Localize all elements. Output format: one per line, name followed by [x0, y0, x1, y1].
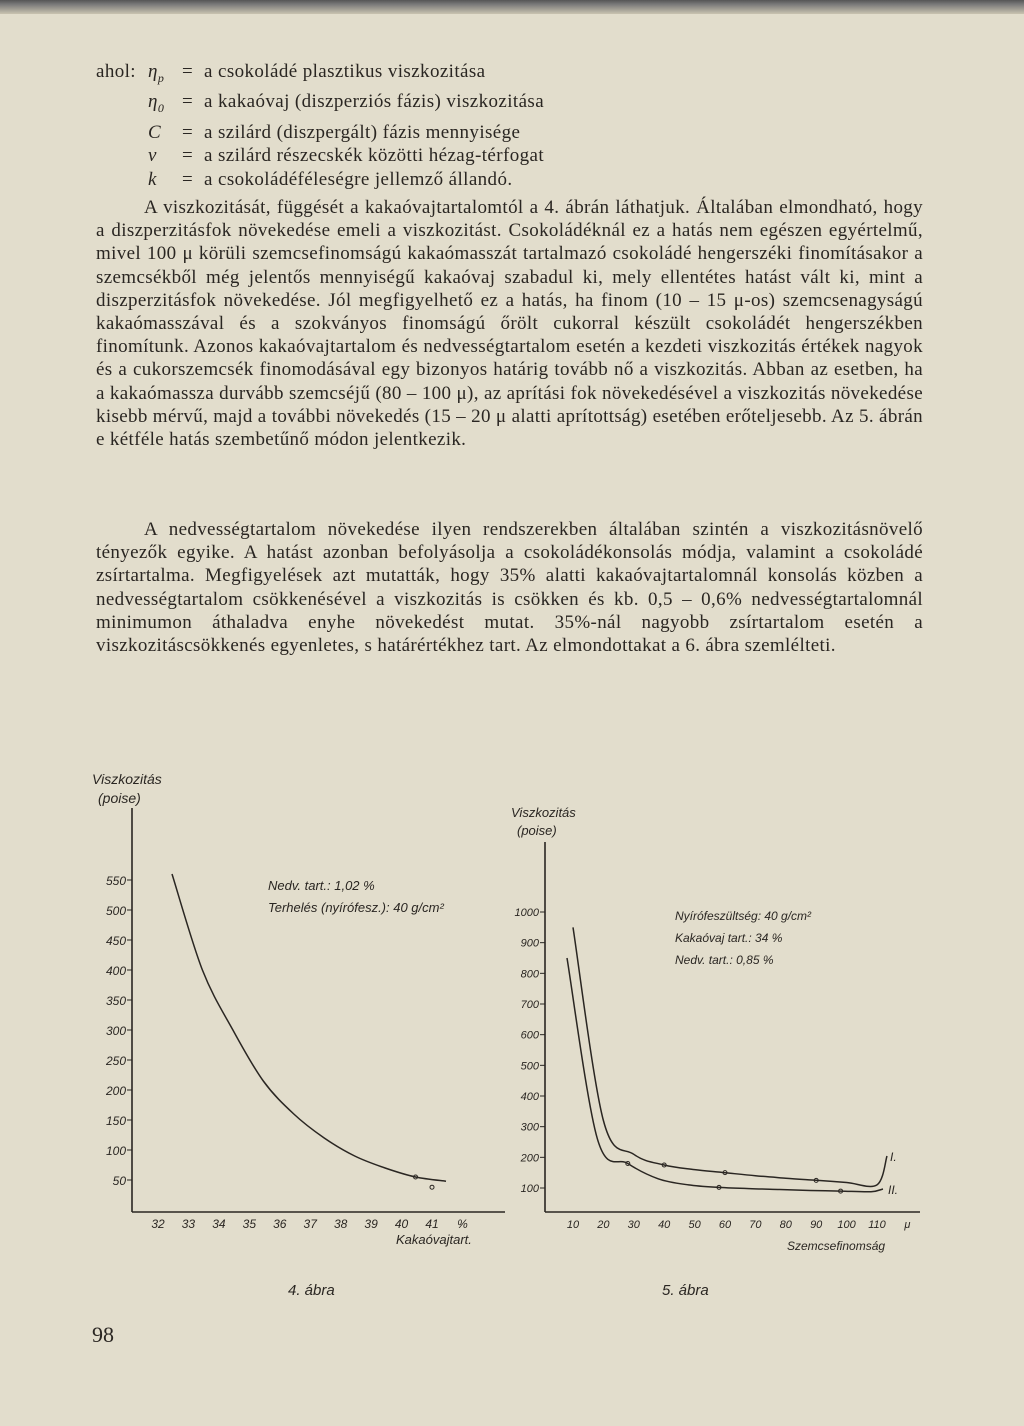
- page-top-edge: [0, 0, 1024, 14]
- fig4-y-tick-label: 450: [105, 934, 126, 948]
- fig5-y-tick-label: 300: [520, 1121, 539, 1134]
- page-number: 98: [92, 1322, 114, 1347]
- fig4-y-tick-label: 300: [105, 1024, 126, 1038]
- fig5-series-I-label: I.: [890, 1150, 897, 1164]
- fig4-xlabel: Kakaóvajtart.: [396, 1232, 472, 1247]
- figure-4-chart: [80, 762, 520, 1262]
- fig4-note-2: Terhelés (nyírófesz.): 40 g/cm²: [268, 900, 444, 915]
- fig5-x-tick-label: 40: [658, 1219, 671, 1231]
- fig5-y-tick-label: 600: [520, 1029, 539, 1042]
- fig5-x-tick-label: 30: [627, 1219, 640, 1231]
- fig4-y-tick-label: 350: [105, 994, 126, 1008]
- definition-row: $\eta_0$ = a kakaóvaj (diszperziós fázis) viszkozitása: [96, 90, 544, 120]
- fig5-x-tick-label: 50: [688, 1219, 701, 1231]
- fig5-x-tick-label: 70: [749, 1219, 762, 1231]
- fig4-y-tick-label: 100: [105, 1144, 126, 1158]
- fig4-x-tick-label: 35: [242, 1217, 257, 1231]
- figure-5-caption: 5. ábra: [662, 1282, 709, 1299]
- fig4-note-1: Nedv. tart.: 1,02 %: [268, 878, 375, 893]
- definition-row: ahol: $\eta_p$ = a csokoládé plasztikus viszkozitása: [96, 60, 544, 90]
- fig4-x-tick-label: 38: [333, 1217, 348, 1231]
- fig4-x-tick-label: 34: [212, 1217, 226, 1231]
- fig5-note-2: Kakaóvaj tart.: 34 %: [675, 931, 783, 945]
- fig5-y-tick-label: 200: [520, 1152, 539, 1165]
- fig5-x-tick-label: 100: [837, 1219, 856, 1231]
- fig5-y-tick-label: 900: [520, 937, 539, 950]
- fig5-x-tick-label: 80: [779, 1219, 792, 1231]
- definition-row: C = a szilárd (diszpergált) fázis mennyisége: [148, 121, 521, 143]
- paragraph-moisture: A nedvességtartalom növekedése ilyen rendszerekben általában szintén a viszkozitásnövelő tényezők egyike. A hatást azonban befolyásolja a csokoládékonsolás módja, valamint a csokoládé zsírtartalma. Megfigyelések azt mutatták, hogy 35% alatti kakaóvajtartalomnál konsolás közben a nedvességtartalom csökkenésével a viszkozitás is csökken és kb. 0,5 – 0,6% nedvességtartalomnál minimumon áthaladva enyhe növekedést mutat. 35%-nál nagyobb zsírtartalom esetén a viszkozitáscsökkenés egyenletes, s határértékhez tart. Az elmondottakat a 6. ábra szemlélteti.: [96, 519, 923, 657]
- definition-row: v = a szilárd részecskék közötti hézag-térfogat: [148, 145, 545, 167]
- fig4-y-tick-label: 400: [105, 964, 126, 978]
- fig4-x-tick-label: 32: [151, 1217, 165, 1231]
- fig5-y-tick-label: 700: [520, 999, 539, 1011]
- figure-4-caption: 4. ábra: [288, 1282, 335, 1299]
- fig4-x-tick-label: %: [457, 1217, 468, 1231]
- fig5-x-tick-label: 10: [566, 1219, 580, 1231]
- fig4-x-tick-label: 33: [181, 1217, 196, 1231]
- fig5-y-tick-label: 100: [520, 1183, 539, 1195]
- fig4-x-tick-label: 40: [394, 1217, 409, 1231]
- fig5-x-tick-label: 60: [718, 1219, 732, 1231]
- fig5-y-tick-label: 500: [520, 1060, 539, 1073]
- fig4-y-tick-label: 150: [105, 1114, 126, 1128]
- fig5-note-1: Nyírófeszültség: 40 g/cm²: [675, 909, 812, 923]
- fig4-x-tick-label: 39: [364, 1217, 378, 1231]
- fig5-ylabel-2: (poise): [517, 823, 557, 838]
- fig4-x-tick-label: 36: [273, 1217, 287, 1231]
- symbol-eta-p: $\eta_p$: [148, 61, 165, 85]
- fig4-data-point: [430, 1185, 434, 1189]
- fig5-ylabel-1: Viszkozitás: [511, 805, 576, 820]
- fig5-x-tick-label: 110: [868, 1219, 886, 1231]
- definition-row: k = a csokoládéféleségre jellemző állandó.: [148, 168, 513, 190]
- fig5-x-tick-label: 20: [597, 1219, 610, 1231]
- symbol-definitions: [96, 60, 544, 191]
- fig5-xlabel: Szemcsefinomság: [787, 1239, 886, 1253]
- paragraph-viscosity-fat: A viszkozitását, függését a kakaóvajtartalomtól a 4. ábrán láthatjuk. Általában elmondható, hogy a diszperzitásfok növekedése emeli a viszkozitást. Csokoládéknál ez a hatás nem egészen egyértelmű, mivel 100 μ körüli szemcsefinomságú kakaómasszát tartalmazó csokoládé hengerszéki finomításakor a szemcsékből még jelentős mennyiségű kakaóvaj szabadul ki, mely ellentétes hatást vált ki, mint a diszperzitásfok növekedése. Jól megfigyelhető ez a hatás, ha finom (10 – 15 μ-os) szemcsenagyságú kakaómasszával és a szokványos finomságú őrölt cukorral készült csokoládét hengerszékben finomítunk. Azonos kakaóvajtartalom és nedvességtartalom esetén a kezdeti viszkozitás értékek nagyok és a cukorszemcsék finomodásával egy bizonyos határig tovább nő a viszkozitás. Abban az esetben, ha a kakaómassza durvább szemcséjű (80 – 100 μ), az aprítási fok növekedésével a viszkozitás növekedése kisebb mérvű, majd a további növekedés (15 – 20 μ alatti aprítottság) esetében erőteljesebb. Az 5. ábrán e kétféle hatás szembetűnő módon jelentkezik.: [96, 197, 923, 451]
- fig4-y-tick-label: 50: [112, 1174, 126, 1188]
- fig5-x-tick-label: μ: [904, 1219, 911, 1231]
- fig5-x-tick-label: 90: [810, 1219, 823, 1231]
- fig4-curve: [172, 874, 446, 1181]
- fig5-y-tick-label: 1000: [514, 907, 539, 919]
- fig5-series-II-label: II.: [888, 1183, 899, 1197]
- fig4-ylabel-1: Viszkozitás: [92, 771, 162, 787]
- fig5-y-tick-label: 800: [520, 968, 539, 981]
- fig5-y-tick-label: 400: [520, 1091, 539, 1103]
- symbol-eta-0: $\eta_0$: [148, 91, 165, 116]
- fig4-ylabel-2: (poise): [98, 790, 141, 806]
- fig5-note-3: Nedv. tart.: 0,85 %: [675, 953, 774, 967]
- fig4-y-tick-label: 200: [105, 1084, 126, 1098]
- fig4-x-tick-label: 41: [425, 1217, 439, 1231]
- fig4-y-tick-label: 550: [105, 874, 126, 888]
- figure-5-chart: [505, 800, 935, 1260]
- fig5-curve-II: [567, 958, 883, 1192]
- fig4-y-tick-label: 250: [105, 1054, 126, 1068]
- fig4-x-tick-label: 37: [303, 1217, 317, 1231]
- fig4-y-tick-label: 500: [105, 904, 126, 918]
